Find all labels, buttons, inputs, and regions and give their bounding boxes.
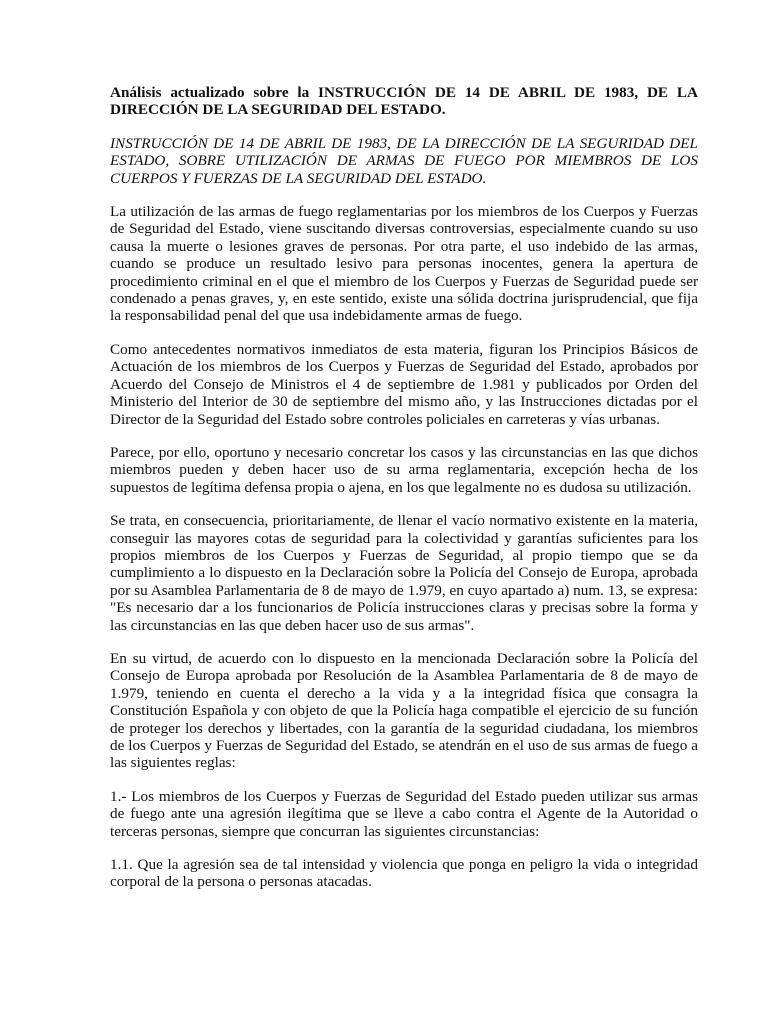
paragraph-6: 1.- Los miembros de los Cuerpos y Fuerzas de Seguridad del Estado pueden utilizar sus armas de fuego ante una agresión ilegítima que se lleve a cabo contra el Agente de la Autoridad o terceras personas, siempre que concurran las siguientes circunstancias: [110, 787, 698, 840]
paragraph-2: Como antecedentes normativos inmediatos de esta materia, figuran los Principios Básicos de Actuación de los miembros de los Cuerpos y Fuerzas de Seguridad del Estado, aprobados por Acuerdo del Consejo de Ministros el 4 de septiembre de 1.981 y publicados por Orden del Ministerio del Interior de 30 de septiembre del mismo año, y las Instrucciones dictadas por el Director de la Seguridad del Estado sobre controles policiales en carreteras y vías urbanas. [110, 340, 698, 428]
paragraph-5: En su virtud, de acuerdo con lo dispuesto en la mencionada Declaración sobre la Policía del Consejo de Europa aprobada por Resolución de la Asamblea Parlamentaria de 8 de mayo de 1.979, teniendo en cuenta el derecho a la vida y a la integridad física que consagra la Constitución Española y con objeto de que la Policía haga compatible el ejercicio de su función de proteger los derechos y libertades, con la garantía de la seguridad ciudadana, los miembros de los Cuerpos y Fuerzas de Seguridad del Estado, se atendrán en el uso de sus armas de fuego a las siguientes reglas: [110, 649, 698, 772]
document-subtitle: INSTRUCCIÓN DE 14 DE ABRIL DE 1983, DE LA DIRECCIÓN DE LA SEGURIDAD DEL ESTADO, SOBRE UTILIZACIÓN DE ARMAS DE FUEGO POR MIEMBROS DE LOS CUERPOS Y FUERZAS DE LA SEGURIDAD DEL ESTADO. [110, 134, 698, 187]
paragraph-1: La utilización de las armas de fuego reglamentarias por los miembros de los Cuerpos y Fuerzas de Seguridad del Estado, viene suscitando diversas controversias, especialmente cuando su uso causa la muerte o lesiones graves de personas. Por otra parte, el uso indebido de las armas, cuando se produce un resultado lesivo para personas inocentes, genera la apertura de procedimiento criminal en el que el miembro de los Cuerpos y Fuerzas de Seguridad puede ser condenado a penas graves, y, en este sentido, existe una sólida doctrina jurisprudencial, que fija la responsabilidad penal del que usa indebidamente armas de fuego. [110, 203, 698, 325]
document-page [110, 84, 698, 907]
document-heading: Análisis actualizado sobre la INSTRUCCIÓN DE 14 DE ABRIL DE 1983, DE LA DIRECCIÓN DE LA SEGURIDAD DEL ESTADO. [110, 84, 698, 119]
paragraph-7: 1.1. Que la agresión sea de tal intensidad y violencia que ponga en peligro la vida o integridad corporal de la persona o personas atacadas. [110, 856, 698, 891]
paragraph-3: Parece, por ello, oportuno y necesario concretar los casos y las circunstancias en las que dichos miembros pueden y deben hacer uso de su arma reglamentaria, excepción hecha de los supuestos de legítima defensa propia o ajena, en los que legalmente no es dudosa su utilización. [110, 443, 698, 496]
paragraph-4: Se trata, en consecuencia, prioritariamente, de llenar el vacío normativo existente en la materia, conseguir las mayores cotas de seguridad para la colectividad y garantías suficientes para los propios miembros de los Cuerpos y Fuerzas de Seguridad, al propio tiempo que se da cumplimiento a lo dispuesto en la Declaración sobre la Policía del Consejo de Europa, aprobada por su Asamblea Parlamentaria de 8 de mayo de 1.979, en cuyo apartado a) num. 13, se expresa: "Es necesario dar a los funcionarios de Policía instrucciones claras y precisas sobre la forma y las circunstancias en las que deben hacer uso de sus armas". [110, 512, 698, 634]
